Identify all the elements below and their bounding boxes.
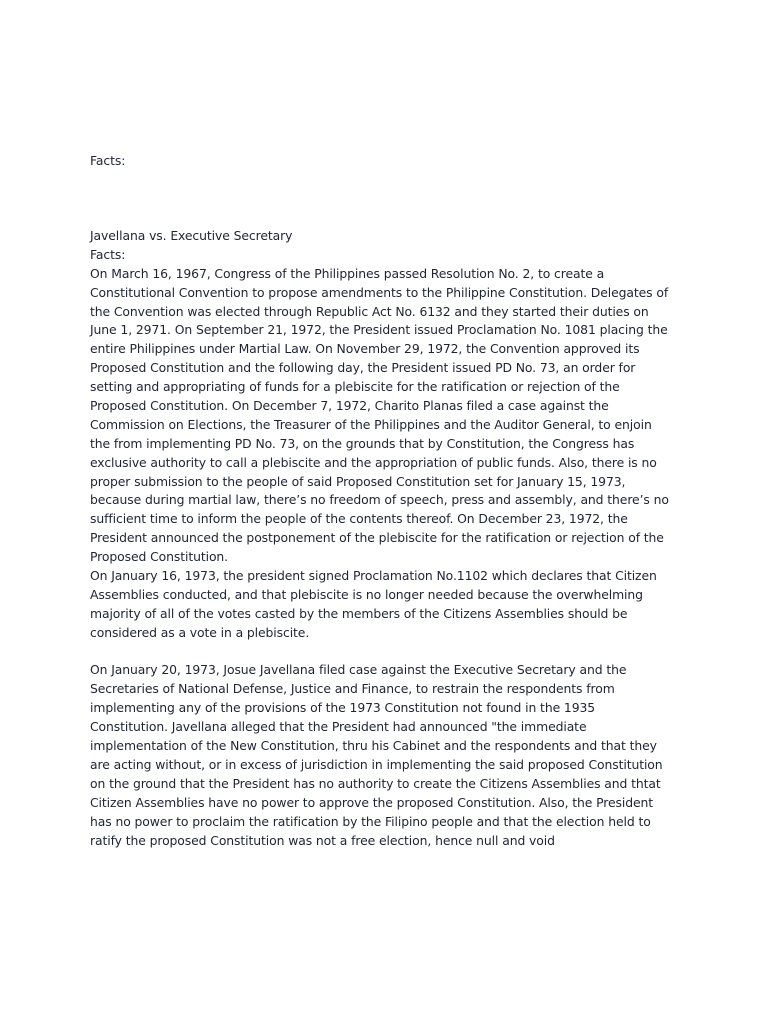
paragraph-line: entire Philippines under Martial Law. On November 29, 1972, the Convention approved its — [90, 341, 640, 357]
paragraph-line: Proposed Constitution. — [90, 549, 229, 565]
paragraph-line: Commission on Elections, the Treasurer of the Philippines and the Auditor General, to enjoin — [90, 416, 652, 432]
case-title: Javellana vs. Executive Secretary — [90, 228, 293, 243]
paragraph-line: the Convention was elected through Republic Act No. 6132 and they started their duties on — [90, 303, 649, 319]
paragraph-line: Constitution. Javellana alleged that the President had announced "the immediate — [90, 719, 587, 735]
paragraph-line: Constitutional Convention to propose amendments to the Philippine Constitution. Delegates of — [90, 284, 669, 300]
paragraph-1 — [90, 265, 750, 567]
facts-label: Facts: — [90, 246, 126, 262]
paragraph-line: Secretaries of National Defense, Justice and Finance, to restrain the respondents from — [90, 681, 615, 697]
paragraph-line: has no power to proclaim the ratification by the Filipino people and that the election held to — [90, 813, 651, 829]
paragraph-line: on the ground that the President has no authority to create the Citizens Assemblies and thtat — [90, 775, 661, 791]
paragraph-line: implementing any of the provisions of the 1973 Constitution not found in the 1935 — [90, 700, 596, 716]
paragraph-line: considered as a vote in a plebiscite. — [90, 624, 310, 640]
case-digest — [90, 227, 750, 850]
paragraph-2 — [90, 567, 750, 643]
paragraph-3 — [90, 661, 750, 850]
paragraph-line: On January 16, 1973, the president signed Proclamation No.1102 which declares that Citizen — [90, 568, 657, 584]
paragraph-line: Citizen Assemblies have no power to approve the proposed Constitution. Also, the President — [90, 794, 654, 810]
paragraph-line: implementation of the New Constitution, thru his Cabinet and the respondents and that they — [90, 738, 657, 754]
paragraph-line: On January 20, 1973, Josue Javellana filed case against the Executive Secretary and the — [90, 662, 627, 678]
facts-heading: Facts: — [90, 153, 126, 168]
paragraph-line: Assemblies conducted, and that plebiscite is no longer needed because the overwhelming — [90, 586, 643, 602]
paragraph-line: setting and appropriating of funds for a plebiscite for the ratification or rejection of the — [90, 379, 620, 395]
paragraph-line: On March 16, 1967, Congress of the Philippines passed Resolution No. 2, to create a — [90, 265, 605, 281]
paragraph-line: sufficient time to inform the people of the contents thereof. On December 23, 1972, the — [90, 511, 628, 527]
paragraph-line: ratify the proposed Constitution was not a free election, hence null and void — [90, 832, 555, 848]
paragraph-line: majority of all of the votes casted by the members of the Citizens Assemblies should be — [90, 605, 628, 621]
paragraph-line: proper submission to the people of said Proposed Constitution set for January 15, 1973, — [90, 473, 626, 489]
paragraph-line: President announced the postponement of the plebiscite for the ratification or rejection of the — [90, 530, 664, 546]
paragraph-line: are acting without, or in excess of jurisdiction in implementing the said proposed Constitution — [90, 756, 663, 772]
paragraph-line: the from implementing PD No. 73, on the grounds that by Constitution, the Congress has — [90, 435, 635, 451]
paragraph-line: Proposed Constitution. On December 7, 1972, Charito Planas filed a case against the — [90, 398, 609, 414]
paragraph-line: because during martial law, there’s no freedom of speech, press and assembly, and there’s no — [90, 492, 669, 508]
paragraph-spacer — [90, 643, 750, 662]
paragraph-line: exclusive authority to call a plebiscite and the appropriation of public funds. Also, there is no — [90, 454, 657, 470]
paragraph-line: Proposed Constitution and the following day, the President issued PD No. 73, an order for — [90, 360, 636, 376]
paragraph-line: June 1, 2971. On September 21, 1972, the President issued Proclamation No. 1081 placing the — [90, 322, 668, 338]
